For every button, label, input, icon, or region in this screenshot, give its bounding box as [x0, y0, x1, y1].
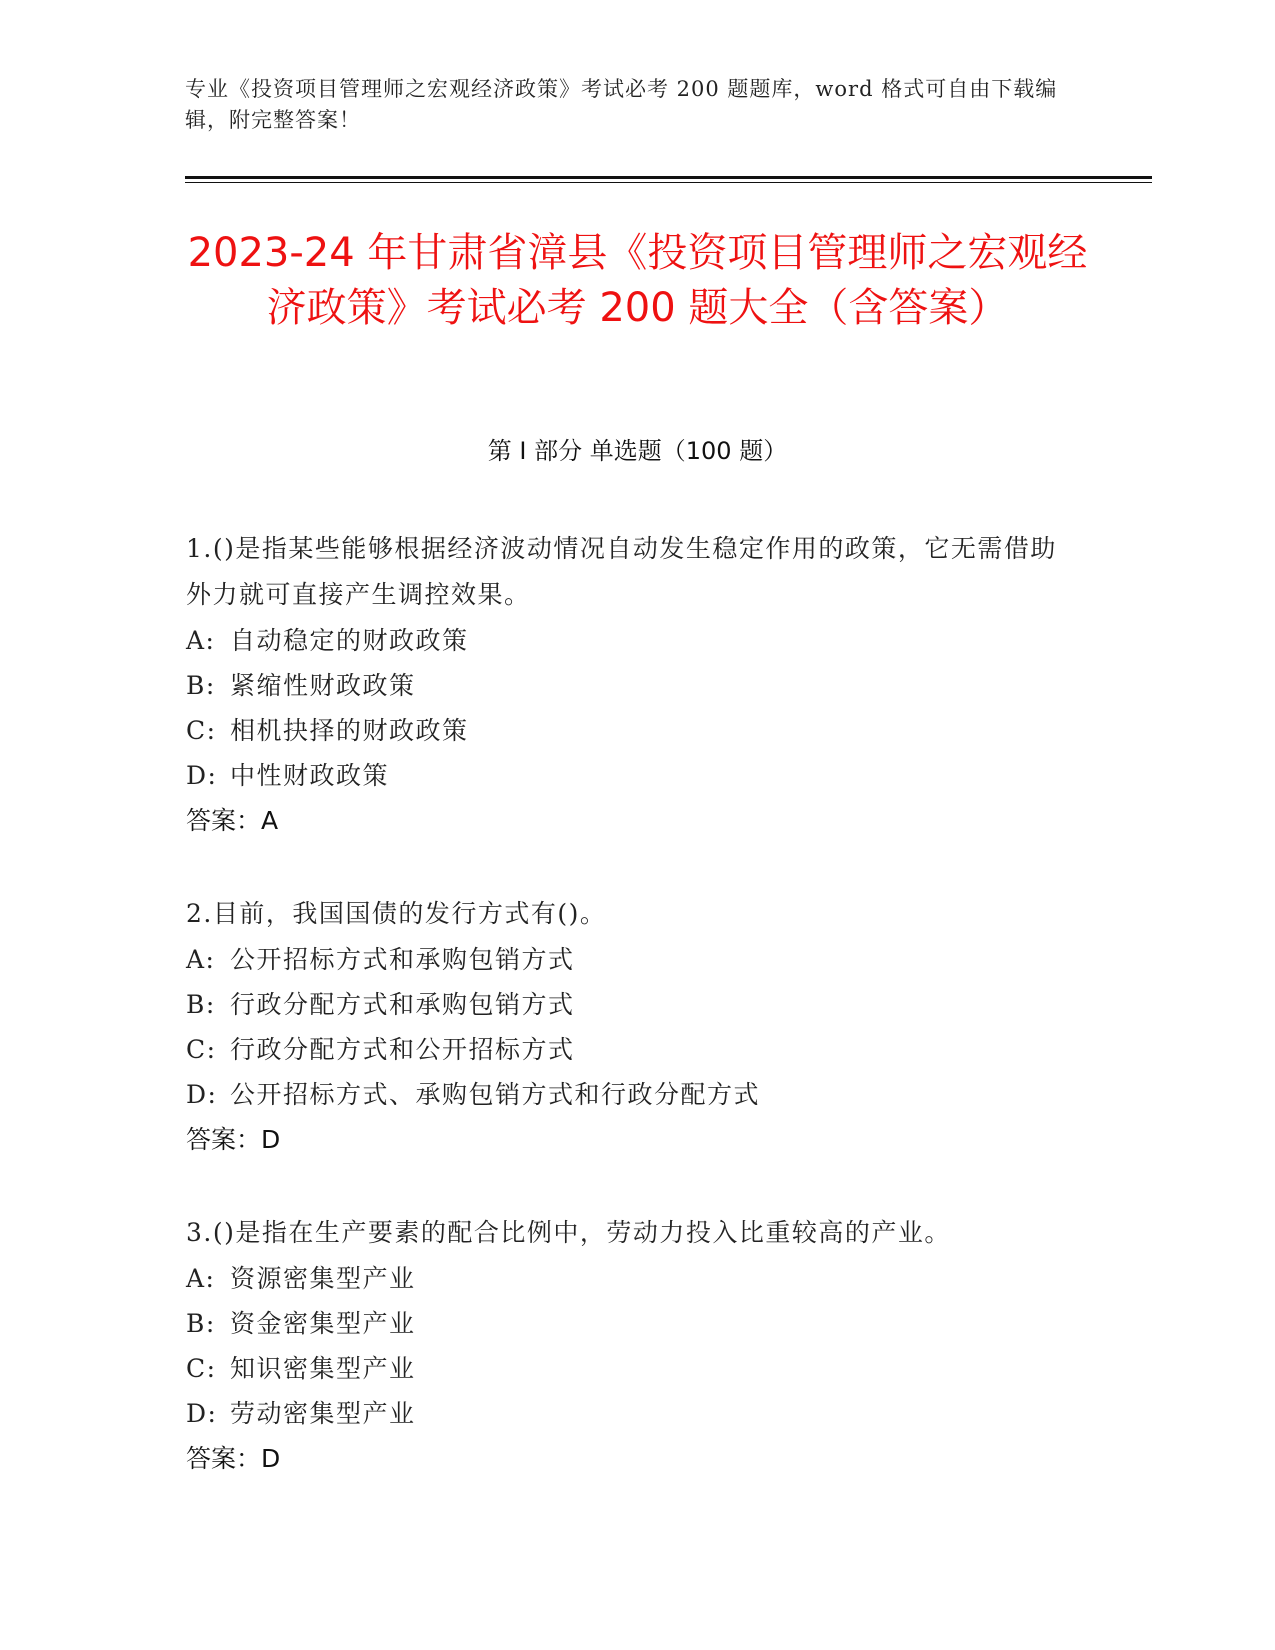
option-text: 自动稳定的财政政策: [230, 626, 469, 655]
option-a: [186, 937, 1066, 982]
option-letter: D:: [186, 1399, 218, 1428]
option-letter: D:: [186, 1080, 218, 1109]
option-letter: C:: [186, 1035, 217, 1064]
option-b: [186, 982, 1066, 1027]
option-a: [186, 618, 1066, 663]
question-2: [186, 891, 1066, 1163]
question-3: [186, 1210, 1066, 1482]
option-letter: B:: [186, 1309, 216, 1338]
option-text: 中性财政政策: [230, 761, 390, 790]
header-rule-thick: [185, 176, 1152, 179]
question-stem: 2.目前，我国国债的发行方式有()。: [186, 899, 607, 928]
option-letter: A:: [186, 1264, 216, 1293]
option-letter: A:: [186, 626, 216, 655]
option-c: [186, 1027, 1066, 1072]
option-text: 紧缩性财政政策: [230, 671, 416, 700]
option-letter: C:: [186, 716, 217, 745]
option-a: [186, 1256, 1066, 1301]
option-letter: C:: [186, 1354, 217, 1383]
question-1: [186, 526, 1066, 844]
document-title: 2023-24 年甘肃省漳县《投资项目管理师之宏观经济政策》考试必考 200 题大全（含答案）: [187, 230, 1088, 331]
option-letter: A:: [186, 945, 216, 974]
option-text: 行政分配方式和承购包销方式: [230, 990, 575, 1019]
header-note: 专业《投资项目管理师之宏观经济政策》考试必考 200 题题库，word 格式可自由下载编辑，附完整答案！: [185, 77, 1058, 132]
question-stem: 3.()是指在生产要素的配合比例中，劳动力投入比重较高的产业。: [186, 1218, 951, 1247]
answer-line: 答案：D: [186, 1125, 281, 1154]
option-text: 知识密集型产业: [230, 1354, 416, 1383]
option-text: 相机抉择的财政政策: [230, 716, 469, 745]
option-text: 公开招标方式和承购包销方式: [230, 945, 575, 974]
option-text: 公开招标方式、承购包销方式和行政分配方式: [230, 1080, 761, 1109]
question-stem: 1.()是指某些能够根据经济波动情况自动发生稳定作用的政策，它无需借助外力就可直接产生调控效果。: [186, 534, 1057, 609]
option-d: [186, 1391, 1066, 1436]
option-text: 资源密集型产业: [230, 1264, 416, 1293]
answer-line: 答案：A: [186, 806, 279, 835]
option-letter: D:: [186, 761, 218, 790]
option-text: 劳动密集型产业: [230, 1399, 416, 1428]
option-b: [186, 663, 1066, 708]
header-rule-thin: [185, 182, 1152, 183]
question-list: [186, 526, 1066, 1529]
option-letter: B:: [186, 990, 216, 1019]
option-letter: B:: [186, 671, 216, 700]
section-title: 第 I 部分 单选题（100 题）: [487, 437, 788, 465]
option-c: [186, 1346, 1066, 1391]
option-d: [186, 1072, 1066, 1117]
option-c: [186, 708, 1066, 753]
option-b: [186, 1301, 1066, 1346]
answer-line: 答案：D: [186, 1444, 281, 1473]
option-text: 资金密集型产业: [230, 1309, 416, 1338]
option-d: [186, 753, 1066, 798]
option-text: 行政分配方式和公开招标方式: [230, 1035, 575, 1064]
